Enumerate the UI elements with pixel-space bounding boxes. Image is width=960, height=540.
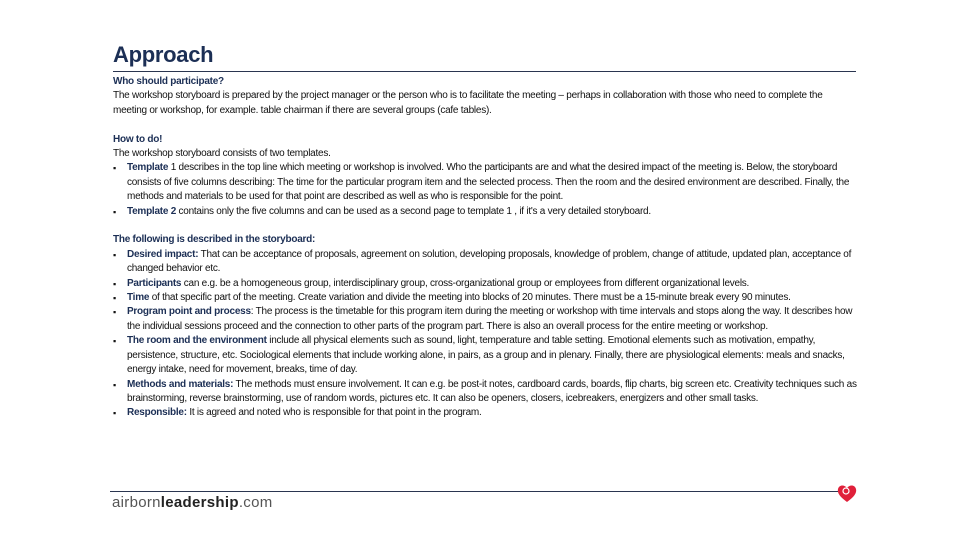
- footer-divider: [110, 491, 840, 492]
- item-label: Template 2: [127, 205, 176, 217]
- list-item: [113, 205, 858, 219]
- logo-part: airborn: [112, 494, 161, 511]
- item-text: of that specific part of the meeting. Create variation and divide the meeting into blocks of 20 minutes. There must be a 15-minute break every 90 minutes.: [149, 292, 791, 304]
- item-text: can e.g. be a homogeneous group, interdisciplinary group, cross-organizational group or employees from different organizational levels.: [181, 277, 750, 289]
- item-text: It is agreed and noted who is responsible for that point in the program.: [186, 407, 482, 419]
- page-title: Approach: [113, 42, 214, 67]
- item-text: : The process is the timetable for this program item during the meeting or workshop with time intervals and stops along the way. It describes how the individual sessions proceed and the connection to other parts of the program part. There is also an overall process for the entire meeting or workshop.: [127, 306, 853, 332]
- item-label: Template: [127, 162, 169, 174]
- logo-part: .com: [238, 494, 273, 511]
- logo-part: leadership: [160, 494, 239, 511]
- item-text: include all physical elements such as sound, light, temperature and table setting. Emotional elements such as motivation, empathy, persistence, structure, etc. Sociological elements that include working alone, in pairs, as a group and in plenary. Finally, there are physiological elements: meals and snacks, energy intake, need for movement, breaks, time of day.: [127, 335, 845, 376]
- list-item: [113, 277, 858, 291]
- title-divider: [113, 71, 856, 72]
- how-intro: The workshop storyboard consists of two templates.: [113, 148, 331, 160]
- item-label: Methods and materials:: [127, 378, 234, 390]
- item-label: Program point and process: [127, 306, 251, 318]
- document-body: [113, 75, 858, 421]
- item-text: 1 describes in the top line which meeting or workshop is involved. Who the participants are and what the desired impact of the meeting is. Below, the storyboard consists of five columns describing: The time for the particular program item and the selected process. Then the room and the desired environment are described. Finally, the methods and materials to be used for that point are described as well as who is responsible for the point.: [127, 162, 850, 203]
- list-item: [113, 161, 858, 204]
- footer-logo: [112, 494, 273, 511]
- how-heading: How to do!: [113, 133, 163, 145]
- list-item: [113, 378, 858, 407]
- how-list: [113, 161, 858, 219]
- who-text: The workshop storyboard is prepared by the project manager or the person who is to facilitate the meeting – perhaps in collaboration with those who need to complete the meeting or workshop, for example. table chairman if there are several groups (cafe tables).: [113, 90, 823, 116]
- following-list: [113, 248, 858, 421]
- item-label: Time: [127, 292, 150, 304]
- item-text: That can be acceptance of proposals, agreement on solution, developing proposals, knowledge of problem, change of attitude, updated plan, acceptance of changed behavior etc.: [127, 248, 852, 275]
- following-heading: The following is described in the storyboard:: [113, 234, 316, 246]
- item-text: The methods must ensure involvement. It can e.g. be post-it notes, cardboard cards, boards, flip charts, big screen etc. Creativity techniques such as brainstorming, reverse brainstorming, use of random words, pictures etc. It can also be openers, closers, icebreakers, energizers and other small tasks.: [127, 378, 857, 404]
- item-label: The room and the environment: [127, 335, 267, 347]
- who-heading: Who should participate?: [113, 76, 224, 87]
- list-item: [113, 334, 858, 377]
- item-label: Desired impact:: [127, 248, 199, 260]
- item-label: Responsible:: [127, 407, 187, 419]
- heart-logo-icon: [836, 482, 858, 504]
- item-text: contains only the five columns and can be used as a second page to template 1 , if it's a very detailed storyboard.: [176, 205, 651, 217]
- list-item: [113, 291, 858, 305]
- list-item: [113, 406, 858, 420]
- list-item: [113, 305, 858, 334]
- item-label: Participants: [127, 277, 182, 289]
- list-item: [113, 248, 858, 277]
